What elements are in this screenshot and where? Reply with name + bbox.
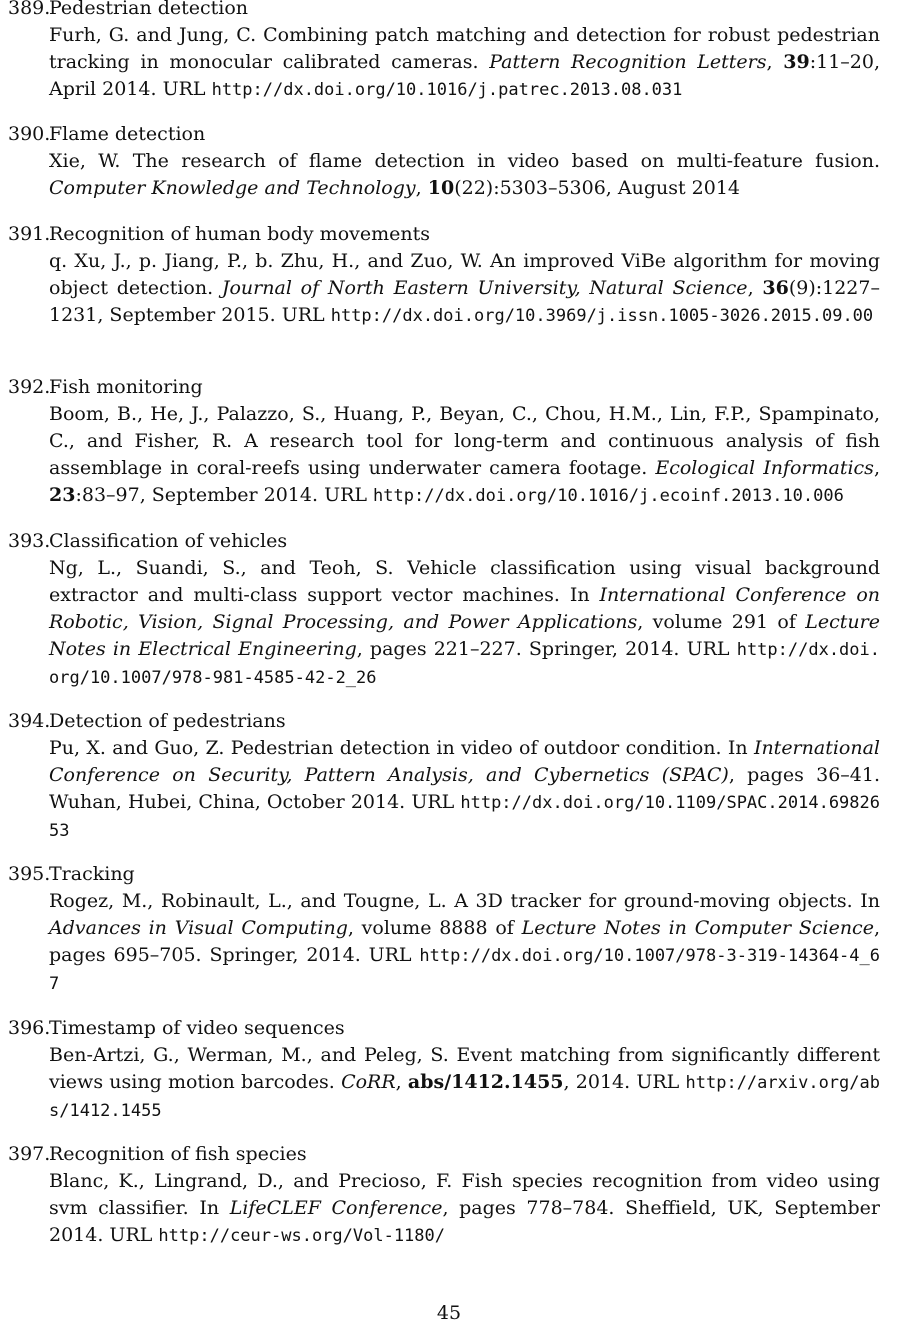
citation-text: (22):5303–5306, August 2014 bbox=[454, 177, 741, 199]
reference-body bbox=[49, 0, 880, 104]
citation-url[interactable]: http://dx.doi.org/10.1109/SPAC.2014.6982653 bbox=[49, 793, 880, 841]
reference-body bbox=[49, 708, 880, 845]
reference-number: 393. bbox=[8, 530, 51, 552]
citation-text: Pu, X. and Guo, Z. Pedestrian detection in video of outdoor condition. In bbox=[49, 737, 754, 759]
citation-url[interactable]: http://ceur-ws.org/Vol-1180/ bbox=[158, 1226, 445, 1246]
reference-topic: Detection of pedestrians bbox=[49, 710, 286, 732]
citation-emphasis: CoRR bbox=[341, 1071, 396, 1093]
citation-text: , pages 36–41. Wuhan, Hubei, China, October 2014. URL bbox=[49, 764, 880, 813]
citation-volume: 36 bbox=[762, 277, 789, 299]
reference-body bbox=[49, 374, 880, 510]
citation-volume: 39 bbox=[783, 51, 810, 73]
citation-emphasis: Lecture Notes in Electrical Engineering bbox=[49, 611, 880, 660]
citation-volume: 10 bbox=[427, 177, 455, 199]
citation-text: , 2014. URL bbox=[563, 1071, 686, 1093]
page-number: 45 bbox=[436, 1302, 462, 1324]
citation-text: Xie, W. The research of flame detection in video based on multi-feature fusion. bbox=[49, 150, 880, 172]
reference-citation bbox=[49, 22, 880, 104]
citation-volume: 23 bbox=[49, 484, 76, 506]
citation-emphasis: Computer Knowledge and Technology bbox=[49, 177, 416, 199]
reference-390 bbox=[8, 121, 880, 202]
reference-body bbox=[49, 121, 880, 202]
reference-topic: Tracking bbox=[49, 863, 135, 885]
reference-topic: Pedestrian detection bbox=[49, 0, 249, 19]
citation-url[interactable]: http://dx.doi.org/10.1007/978-3-319-14364-4_67 bbox=[49, 946, 880, 994]
reference-body bbox=[49, 861, 880, 998]
reference-397 bbox=[8, 1141, 880, 1250]
reference-topic: Classification of vehicles bbox=[49, 530, 288, 552]
citation-url[interactable]: http://arxiv.org/abs/1412.1455 bbox=[49, 1073, 880, 1121]
reference-396 bbox=[8, 1015, 880, 1125]
reference-389 bbox=[8, 0, 880, 104]
citation-text: , bbox=[766, 51, 784, 73]
citation-emphasis: Lecture Notes in Computer Science bbox=[521, 917, 874, 939]
reference-topic: Flame detection bbox=[49, 123, 206, 145]
citation-emphasis: Advances in Visual Computing bbox=[49, 917, 348, 939]
citation-emphasis: Pattern Recognition Letters bbox=[489, 51, 767, 73]
reference-citation bbox=[49, 735, 880, 845]
reference-topic: Recognition of fish species bbox=[49, 1143, 307, 1165]
reference-number: 394. bbox=[8, 710, 51, 732]
reference-citation bbox=[49, 888, 880, 998]
reference-citation bbox=[49, 1168, 880, 1250]
citation-url[interactable]: http://dx.doi.org/10.1016/j.patrec.2013.08.031 bbox=[211, 80, 683, 100]
reference-topic: Recognition of human body movements bbox=[49, 223, 430, 245]
citation-text: (9):1227–1231, September 2015. URL bbox=[49, 277, 880, 326]
reference-number: 395. bbox=[8, 863, 51, 885]
citation-text: , bbox=[747, 277, 763, 299]
citation-emphasis: Journal of North Eastern University, Natural Science bbox=[221, 277, 748, 299]
citation-text: q. Xu, J., p. Jiang, P., b. Zhu, H., and Zuo, W. An improved ViBe algorithm for moving object detection. bbox=[49, 250, 880, 299]
reference-citation bbox=[49, 148, 880, 202]
citation-text: , bbox=[873, 457, 880, 479]
reference-topic: Timestamp of video sequences bbox=[49, 1017, 345, 1039]
citation-text: Rogez, M., Robinault, L., and Tougne, L. A 3D tracker for ground-moving objects. In bbox=[49, 890, 880, 912]
reference-citation bbox=[49, 555, 880, 692]
reference-topic: Fish monitoring bbox=[49, 376, 203, 398]
citation-url[interactable]: http://dx.doi.org/10.3969/j.issn.1005-3026.2015.09.00 bbox=[330, 306, 874, 326]
reference-citation bbox=[49, 248, 880, 330]
reference-392 bbox=[8, 374, 880, 510]
reference-391 bbox=[8, 221, 880, 330]
citation-text: Blanc, K., Lingrand, D., and Precioso, F. Fish species recognition from video using svm classifier. In bbox=[49, 1170, 880, 1219]
reference-body bbox=[49, 221, 880, 330]
citation-text: :11–20, April 2014. URL bbox=[49, 51, 880, 100]
reference-number: 396. bbox=[8, 1017, 51, 1039]
reference-number: 392. bbox=[8, 376, 51, 398]
citation-text: Ng, L., Suandi, S., and Teoh, S. Vehicle classification using visual background extractor and multi-class support vector machines. In bbox=[49, 557, 880, 606]
reference-number: 397. bbox=[8, 1143, 51, 1165]
reference-393 bbox=[8, 528, 880, 692]
reference-citation bbox=[49, 401, 880, 510]
citation-url[interactable]: http://dx.doi.org/10.1007/978-981-4585-42-2_26 bbox=[49, 640, 880, 688]
citation-text: , pages 778–784. Sheffield, UK, September 2014. URL bbox=[49, 1197, 881, 1246]
citation-text: , pages 221–227. Springer, 2014. URL bbox=[356, 638, 737, 660]
reference-body bbox=[49, 528, 880, 692]
citation-url[interactable]: http://dx.doi.org/10.1016/j.ecoinf.2013.10.006 bbox=[373, 486, 844, 506]
reference-body bbox=[49, 1141, 880, 1250]
citation-text: , volume 8888 of bbox=[347, 917, 522, 939]
citation-emphasis: LifeCLEF Conference bbox=[229, 1197, 443, 1219]
reference-number: 389. bbox=[8, 0, 51, 19]
citation-emphasis: Ecological Informatics bbox=[655, 457, 874, 479]
reference-citation bbox=[49, 1042, 880, 1125]
citation-text: Boom, B., He, J., Palazzo, S., Huang, P., Beyan, C., Chou, H.M., Lin, F.P., Spampinato, C., and Fisher, R. A research tool for long-term and continuous analysis of fish assemblage in coral-reefs using underwater camera footage. bbox=[49, 403, 880, 479]
citation-text: , volume 291 of bbox=[637, 611, 806, 633]
reference-394 bbox=[8, 708, 880, 845]
reference-number: 390. bbox=[8, 123, 51, 145]
citation-text: , pages 695–705. Springer, 2014. URL bbox=[49, 917, 880, 966]
citation-text: Furh, G. and Jung, C. Combining patch matching and detection for robust pedestrian tracking in monocular calibrated cameras. bbox=[49, 24, 880, 73]
citation-emphasis: International Conference on Security, Pattern Analysis, and Cybernetics (SPAC) bbox=[49, 737, 880, 786]
reference-number: 391. bbox=[8, 223, 51, 245]
citation-text: , bbox=[415, 177, 428, 199]
reference-395 bbox=[8, 861, 880, 998]
citation-volume: abs/1412.1455 bbox=[407, 1071, 564, 1093]
citation-text: Ben-Artzi, G., Werman, M., and Peleg, S. Event matching from significantly different views using motion barcodes. bbox=[49, 1044, 880, 1093]
citation-text: :83–97, September 2014. URL bbox=[75, 484, 374, 506]
reference-body bbox=[49, 1015, 880, 1125]
citation-text: , bbox=[395, 1071, 408, 1093]
citation-emphasis: International Conference on Robotic, Vision, Signal Processing, and Power Applications bbox=[49, 584, 881, 633]
